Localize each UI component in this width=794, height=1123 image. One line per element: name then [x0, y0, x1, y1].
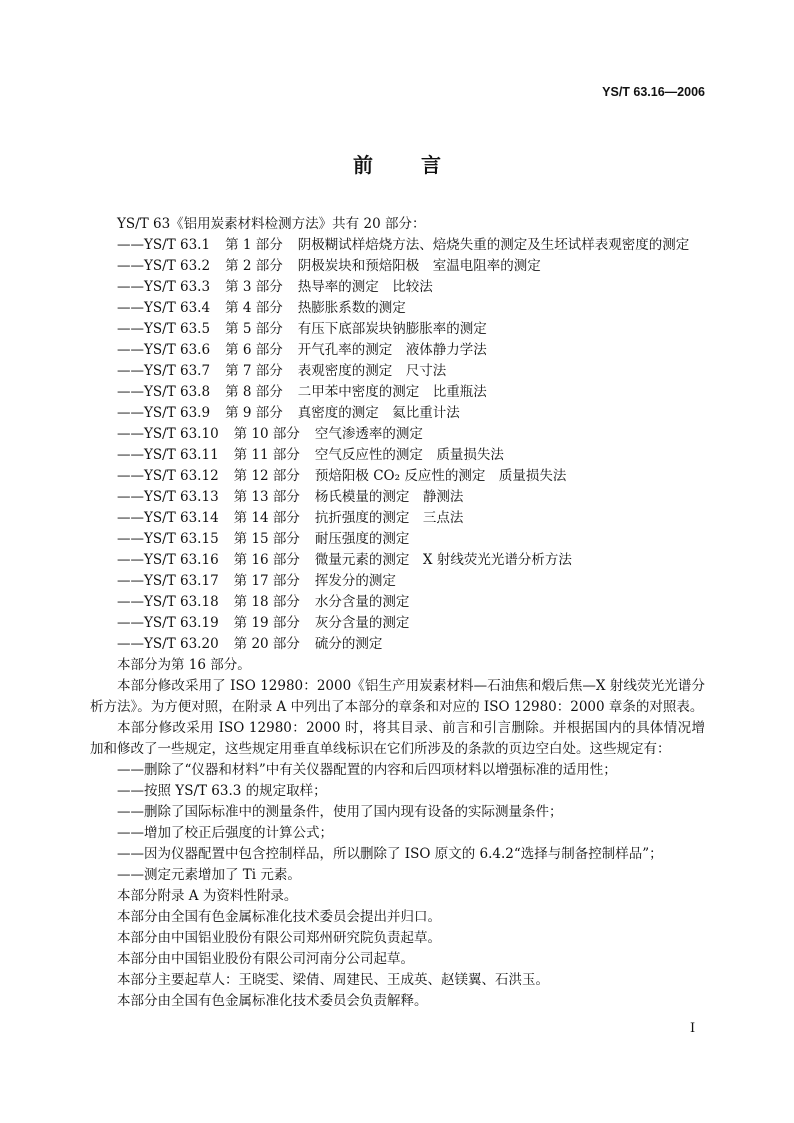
- part-title: 水分含量的测定: [314, 594, 410, 610]
- part-number: 第 12 部分: [233, 468, 300, 484]
- part-item: [90, 424, 705, 445]
- page-number: I: [690, 1021, 696, 1036]
- modification-text: 删除了“仪器和材料”中有关仪器配置的内容和后四项材料以增强标准的适用性；: [144, 762, 617, 778]
- part-code: YS/T 63.4: [144, 300, 211, 316]
- closing-line-authors: 本部分主要起草人：王晓雯、梁倩、周建民、王成英、赵镁翼、石洪玉。: [117, 972, 549, 988]
- list-dash: ——: [117, 468, 144, 484]
- part-title: 预焙阳极 CO₂ 反应性的测定 质量损失法: [314, 468, 567, 484]
- closing-line-appendix: 本部分附录 A 为资料性附录。: [117, 888, 298, 904]
- part-code: YS/T 63.20: [144, 636, 219, 652]
- part-code: YS/T 63.5: [144, 321, 211, 337]
- part-item: [90, 487, 705, 508]
- list-dash: ——: [117, 447, 144, 463]
- part-item: [90, 319, 705, 340]
- part-item: [90, 445, 705, 466]
- part-number: 第 5 部分: [225, 321, 283, 337]
- modification-item: [90, 865, 705, 886]
- current-part-line: 本部分为第 16 部分。: [117, 657, 251, 673]
- list-dash: ——: [117, 426, 144, 442]
- list-dash: ——: [117, 405, 144, 421]
- list-dash: ——: [117, 636, 144, 652]
- part-title: 空气反应性的测定 质量损失法: [314, 447, 504, 463]
- part-title: 空气渗透率的测定: [314, 426, 423, 442]
- part-title: 热膨胀系数的测定: [297, 300, 406, 316]
- part-item: [90, 466, 705, 487]
- part-code: YS/T 63.10: [144, 426, 219, 442]
- part-code: YS/T 63.17: [144, 573, 219, 589]
- adoption-paragraph: 本部分修改采用了 ISO 12980：2000《铝生产用炭素材料—石油焦和煅后焦—X 射线荧光光谱分析方法》。为方便对照，在附录 A 中列出了本部分的章条和对应的 ISO 12980：2000 章条的对照表。: [90, 678, 705, 715]
- modification-text: 删除了国际标准中的测量条件，使用了国内现有设备的实际测量条件；: [144, 804, 563, 820]
- part-title: 二甲苯中密度的测定 比重瓶法: [297, 384, 487, 400]
- part-code: YS/T 63.1: [144, 237, 211, 253]
- part-title: 阴极糊试样焙烧方法、焙烧失重的测定及生坯试样表观密度的测定: [297, 237, 690, 253]
- part-item: [90, 592, 705, 613]
- part-title: 挥发分的测定: [314, 573, 396, 589]
- part-number: 第 8 部分: [225, 384, 283, 400]
- part-code: YS/T 63.2: [144, 258, 211, 274]
- modification-item: [90, 823, 705, 844]
- list-dash: ——: [117, 510, 144, 526]
- list-dash: ——: [117, 321, 144, 337]
- list-dash: ——: [117, 846, 144, 862]
- part-number: 第 7 部分: [225, 363, 283, 379]
- list-dash: ——: [117, 762, 144, 778]
- list-dash: ——: [117, 489, 144, 505]
- standard-number: YS/T 63.16—2006: [602, 85, 705, 99]
- modification-item: [90, 844, 705, 865]
- parts-list: [90, 235, 705, 655]
- part-number: 第 9 部分: [225, 405, 283, 421]
- part-number: 第 13 部分: [233, 489, 300, 505]
- part-code: YS/T 63.18: [144, 594, 219, 610]
- closing-line-drafter: 本部分由中国铝业股份有限公司郑州研究院负责起草。: [117, 930, 441, 946]
- list-dash: ——: [117, 552, 144, 568]
- part-item: [90, 361, 705, 382]
- part-number: 第 18 部分: [233, 594, 300, 610]
- modification-text: 测定元素增加了 Ti 元素。: [144, 867, 301, 883]
- modification-item: [90, 802, 705, 823]
- part-code: YS/T 63.19: [144, 615, 219, 631]
- closing-line-co-drafter: 本部分由中国铝业股份有限公司河南分公司起草。: [117, 951, 414, 967]
- list-dash: ——: [117, 300, 144, 316]
- part-item: [90, 634, 705, 655]
- part-title: 表观密度的测定 尺寸法: [297, 363, 447, 379]
- part-item: [90, 508, 705, 529]
- part-code: YS/T 63.6: [144, 342, 211, 358]
- part-code: YS/T 63.14: [144, 510, 219, 526]
- closing-line-interpretation: 本部分由全国有色金属标准化技术委员会负责解释。: [117, 993, 428, 1009]
- part-code: YS/T 63.7: [144, 363, 211, 379]
- modification-text: 因为仪器配置中包含控制样品，所以删除了 ISO 原文的 6.4.2“选择与制备控制样品”；: [144, 846, 663, 862]
- part-item: [90, 550, 705, 571]
- part-number: 第 19 部分: [233, 615, 300, 631]
- part-item: [90, 298, 705, 319]
- part-item: [90, 277, 705, 298]
- part-number: 第 3 部分: [225, 279, 283, 295]
- part-number: 第 6 部分: [225, 342, 283, 358]
- part-number: 第 15 部分: [233, 531, 300, 547]
- part-item: [90, 571, 705, 592]
- part-title: 微量元素的测定 X 射线荧光光谱分析方法: [314, 552, 572, 568]
- list-dash: ——: [117, 237, 144, 253]
- part-item: [90, 613, 705, 634]
- list-dash: ——: [117, 594, 144, 610]
- list-dash: ——: [117, 804, 144, 820]
- part-title: 开气孔率的测定 液体静力学法: [297, 342, 487, 358]
- foreword-body: [90, 214, 705, 1012]
- part-item: [90, 256, 705, 277]
- modification-item: [90, 760, 705, 781]
- part-code: YS/T 63.3: [144, 279, 211, 295]
- part-code: YS/T 63.9: [144, 405, 211, 421]
- part-code: YS/T 63.11: [144, 447, 219, 463]
- part-code: YS/T 63.16: [144, 552, 219, 568]
- list-dash: ——: [117, 342, 144, 358]
- part-number: 第 17 部分: [233, 573, 300, 589]
- part-code: YS/T 63.13: [144, 489, 219, 505]
- part-number: 第 11 部分: [233, 447, 300, 463]
- modification-item: [90, 781, 705, 802]
- list-dash: ——: [117, 825, 144, 841]
- list-dash: ——: [117, 363, 144, 379]
- modification-text: 增加了校正后强度的计算公式；: [144, 825, 333, 841]
- part-number: 第 14 部分: [233, 510, 300, 526]
- part-title: 抗折强度的测定 三点法: [314, 510, 464, 526]
- part-item: [90, 340, 705, 361]
- part-title: 热导率的测定 比较法: [297, 279, 433, 295]
- part-number: 第 4 部分: [225, 300, 283, 316]
- page-title: 前言: [353, 153, 489, 177]
- part-item: [90, 235, 705, 256]
- modification-text: 按照 YS/T 63.3 的规定取样；: [144, 783, 327, 799]
- modification-paragraph: 本部分修改采用 ISO 12980：2000 时，将其目录、前言和引言删除。并根据国内的具体情况增加和修改了一些规定，这些规定用垂直单线标识在它们所涉及的条款的页边空白处。这些规定有：: [90, 720, 705, 757]
- list-dash: ——: [117, 279, 144, 295]
- part-number: 第 2 部分: [225, 258, 283, 274]
- part-title: 硫分的测定: [314, 636, 383, 652]
- part-title: 耐压强度的测定: [314, 531, 410, 547]
- list-dash: ——: [117, 783, 144, 799]
- list-dash: ——: [117, 615, 144, 631]
- part-number: 第 20 部分: [233, 636, 300, 652]
- part-item: [90, 403, 705, 424]
- part-code: YS/T 63.8: [144, 384, 211, 400]
- part-title: 杨氏模量的测定 静测法: [314, 489, 464, 505]
- part-item: [90, 382, 705, 403]
- part-item: [90, 529, 705, 550]
- part-code: YS/T 63.12: [144, 468, 219, 484]
- part-code: YS/T 63.15: [144, 531, 219, 547]
- part-title: 灰分含量的测定: [314, 615, 410, 631]
- closing-line-proposer: 本部分由全国有色金属标准化技术委员会提出并归口。: [117, 909, 441, 925]
- part-number: 第 16 部分: [233, 552, 300, 568]
- list-dash: ——: [117, 384, 144, 400]
- part-title: 有压下底部炭块钠膨胀率的测定: [297, 321, 487, 337]
- part-title: 真密度的测定 氦比重计法: [297, 405, 460, 421]
- modifications-list: [90, 760, 705, 886]
- intro-line: YS/T 63《铝用炭素材料检测方法》共有 20 部分：: [117, 216, 426, 232]
- part-number: 第 1 部分: [225, 237, 283, 253]
- list-dash: ——: [117, 573, 144, 589]
- list-dash: ——: [117, 867, 144, 883]
- part-title: 阴极炭块和预焙阳极 室温电阻率的测定: [297, 258, 541, 274]
- list-dash: ——: [117, 531, 144, 547]
- list-dash: ——: [117, 258, 144, 274]
- part-number: 第 10 部分: [233, 426, 300, 442]
